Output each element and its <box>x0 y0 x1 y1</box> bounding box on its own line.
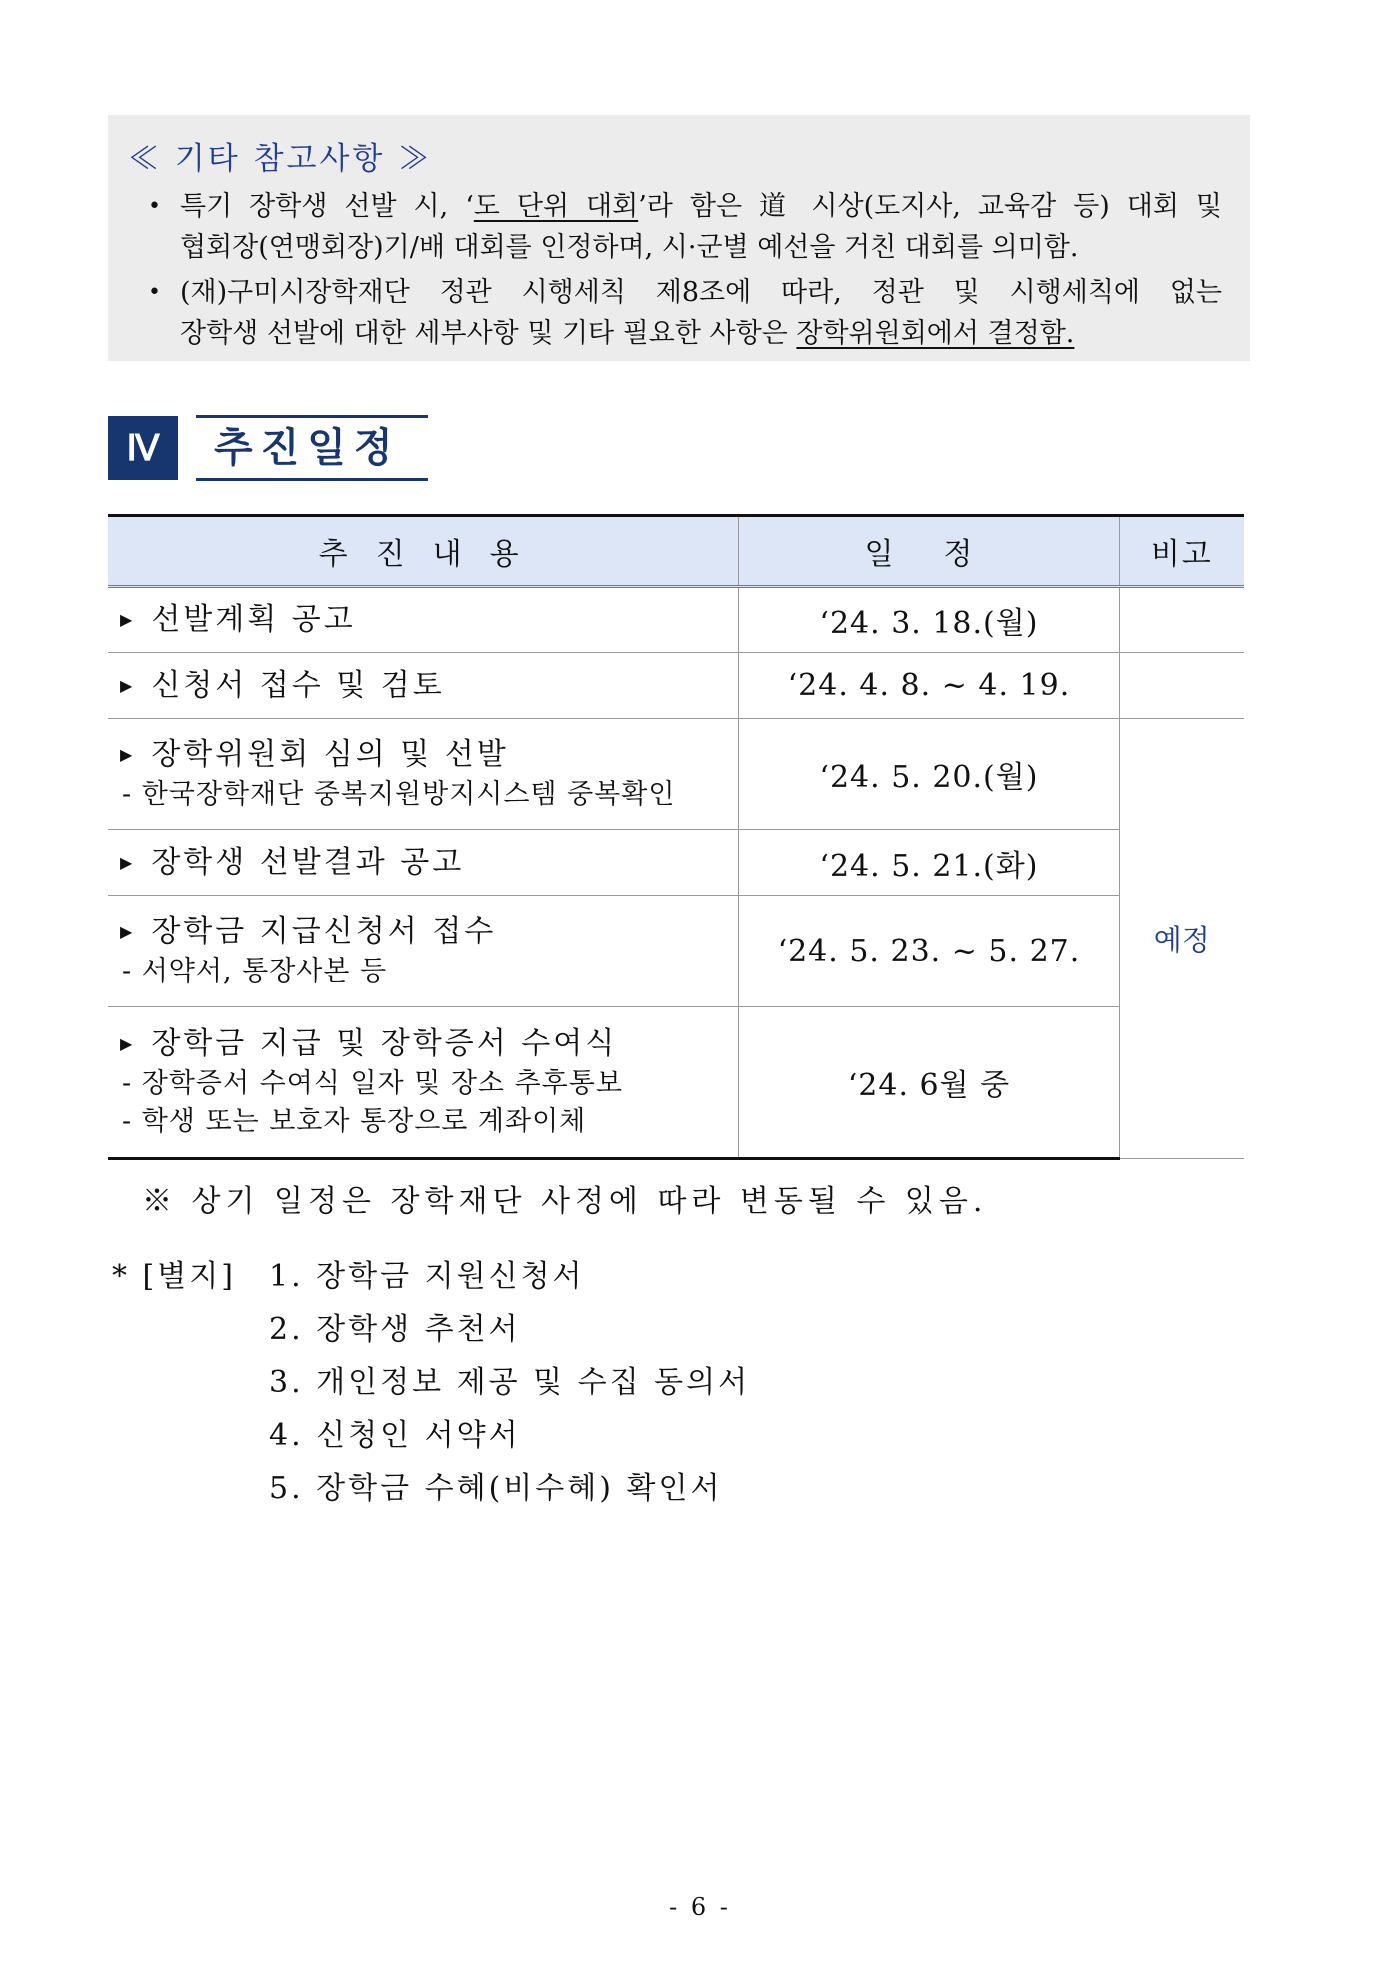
table-row <box>108 830 1244 896</box>
attachments-list <box>112 1250 750 1515</box>
date-cell: ‘24. 3. 18.(월) <box>739 587 1119 653</box>
schedule-table <box>108 514 1244 1160</box>
task-cell <box>108 719 739 830</box>
bullet-icon: • <box>148 194 161 219</box>
section-title: 추진일정 <box>196 415 428 481</box>
task-cell <box>108 587 739 653</box>
attachment-item: 4. 신청인 서약서 <box>269 1418 521 1453</box>
section-number-badge: Ⅳ <box>108 416 178 480</box>
schedule-change-notice: ※ 상기 일정은 장학재단 사정에 따라 변동될 수 있음. <box>142 1184 988 1219</box>
triangle-bullet-icon: ▶ <box>120 745 136 764</box>
task-title: 신청서 접수 및 검토 <box>151 667 445 703</box>
table-row <box>108 1007 1244 1159</box>
remark-cell <box>1119 653 1244 719</box>
bullet-icon: • <box>148 280 161 305</box>
task-subitem: - 서약서, 통장사본 등 <box>122 956 388 987</box>
task-cell <box>108 653 739 719</box>
note-item-1-line1: 특기 장학생 선발 시, ‘도 단위 대회’라 함은 道 시상(도지사, 교육감 등) 대회 및 <box>180 191 1223 222</box>
triangle-bullet-icon: ▶ <box>120 610 136 629</box>
task-title: 장학금 지급 및 장학증서 수여식 <box>151 1026 618 1061</box>
note-item-2 <box>128 272 1222 354</box>
page-number: - 6 - <box>669 1893 731 1921</box>
note-item-2-line2: 장학생 선발에 대한 세부사항 및 기타 필요한 사항은 장학위원회에서 결정함. <box>180 318 1075 349</box>
note-item-2-line1: (재)구미시장학재단 정관 시행세칙 제8조에 따라, 정관 및 시행세칙에 없는 <box>180 277 1222 308</box>
task-cell <box>108 896 739 1007</box>
attachment-item: 2. 장학생 추천서 <box>269 1312 521 1347</box>
task-title: 장학금 지급신청서 접수 <box>151 914 497 949</box>
task-subitem: - 한국장학재단 중복지원방지시스템 중복확인 <box>122 779 676 810</box>
header-date: 일정 <box>739 516 1119 587</box>
note-item-1 <box>128 186 1222 268</box>
attachment-item: 3. 개인정보 제공 및 수집 동의서 <box>269 1365 751 1400</box>
attachments-label: * [별지] <box>112 1259 236 1294</box>
reference-notes-title: ≪ 기타 참고사항 ≫ <box>128 141 433 177</box>
remark-cell <box>1119 587 1244 653</box>
table-row <box>108 587 1244 653</box>
triangle-bullet-icon: ▶ <box>120 675 136 695</box>
attachment-item: 1. 장학금 지원신청서 <box>269 1259 585 1294</box>
header-note: 비고 <box>1119 516 1244 587</box>
date-cell: ‘24. 6월 중 <box>739 1007 1119 1159</box>
date-cell: ‘24. 5. 23. ~ 5. 27. <box>739 896 1119 1007</box>
table-row <box>108 719 1244 830</box>
task-title: 선발계획 공고 <box>151 602 356 637</box>
note-item-1-line2: 협회장(연맹회장)기/배 대회를 인정하며, 시·군별 예선을 거친 대회를 의미함. <box>180 232 1079 263</box>
header-content: 추진내용 <box>108 516 739 587</box>
underlined-decision: 장학위원회에서 결정함. <box>796 318 1075 349</box>
task-subitem: - 장학증서 수여식 일자 및 장소 추후통보 <box>122 1068 623 1099</box>
task-subitem: - 학생 또는 보호자 통장으로 계좌이체 <box>122 1106 587 1137</box>
table-row <box>108 896 1244 1007</box>
date-cell: ‘24. 4. 8. ~ 4. 19. <box>739 653 1119 719</box>
list-item <box>112 1250 750 1303</box>
underlined-term: 도 단위 대회 <box>473 191 639 222</box>
triangle-bullet-icon: ▶ <box>120 852 136 872</box>
date-cell: ‘24. 5. 21.(화) <box>739 830 1119 896</box>
attachment-item: 5. 장학금 수혜(비수혜) 확인서 <box>269 1471 723 1506</box>
task-title: 장학위원회 심의 및 선발 <box>151 737 509 772</box>
triangle-bullet-icon: ▶ <box>120 922 136 941</box>
date-cell: ‘24. 5. 20.(월) <box>739 719 1119 830</box>
task-cell <box>108 830 739 896</box>
task-cell <box>108 1007 739 1159</box>
triangle-bullet-icon: ▶ <box>120 1034 136 1053</box>
remark-cell-planned: 예정 <box>1119 719 1244 1159</box>
reference-notes-box <box>108 115 1250 361</box>
table-row <box>108 653 1244 719</box>
table-header-row <box>108 516 1244 587</box>
task-title: 장학생 선발결과 공고 <box>151 844 465 880</box>
